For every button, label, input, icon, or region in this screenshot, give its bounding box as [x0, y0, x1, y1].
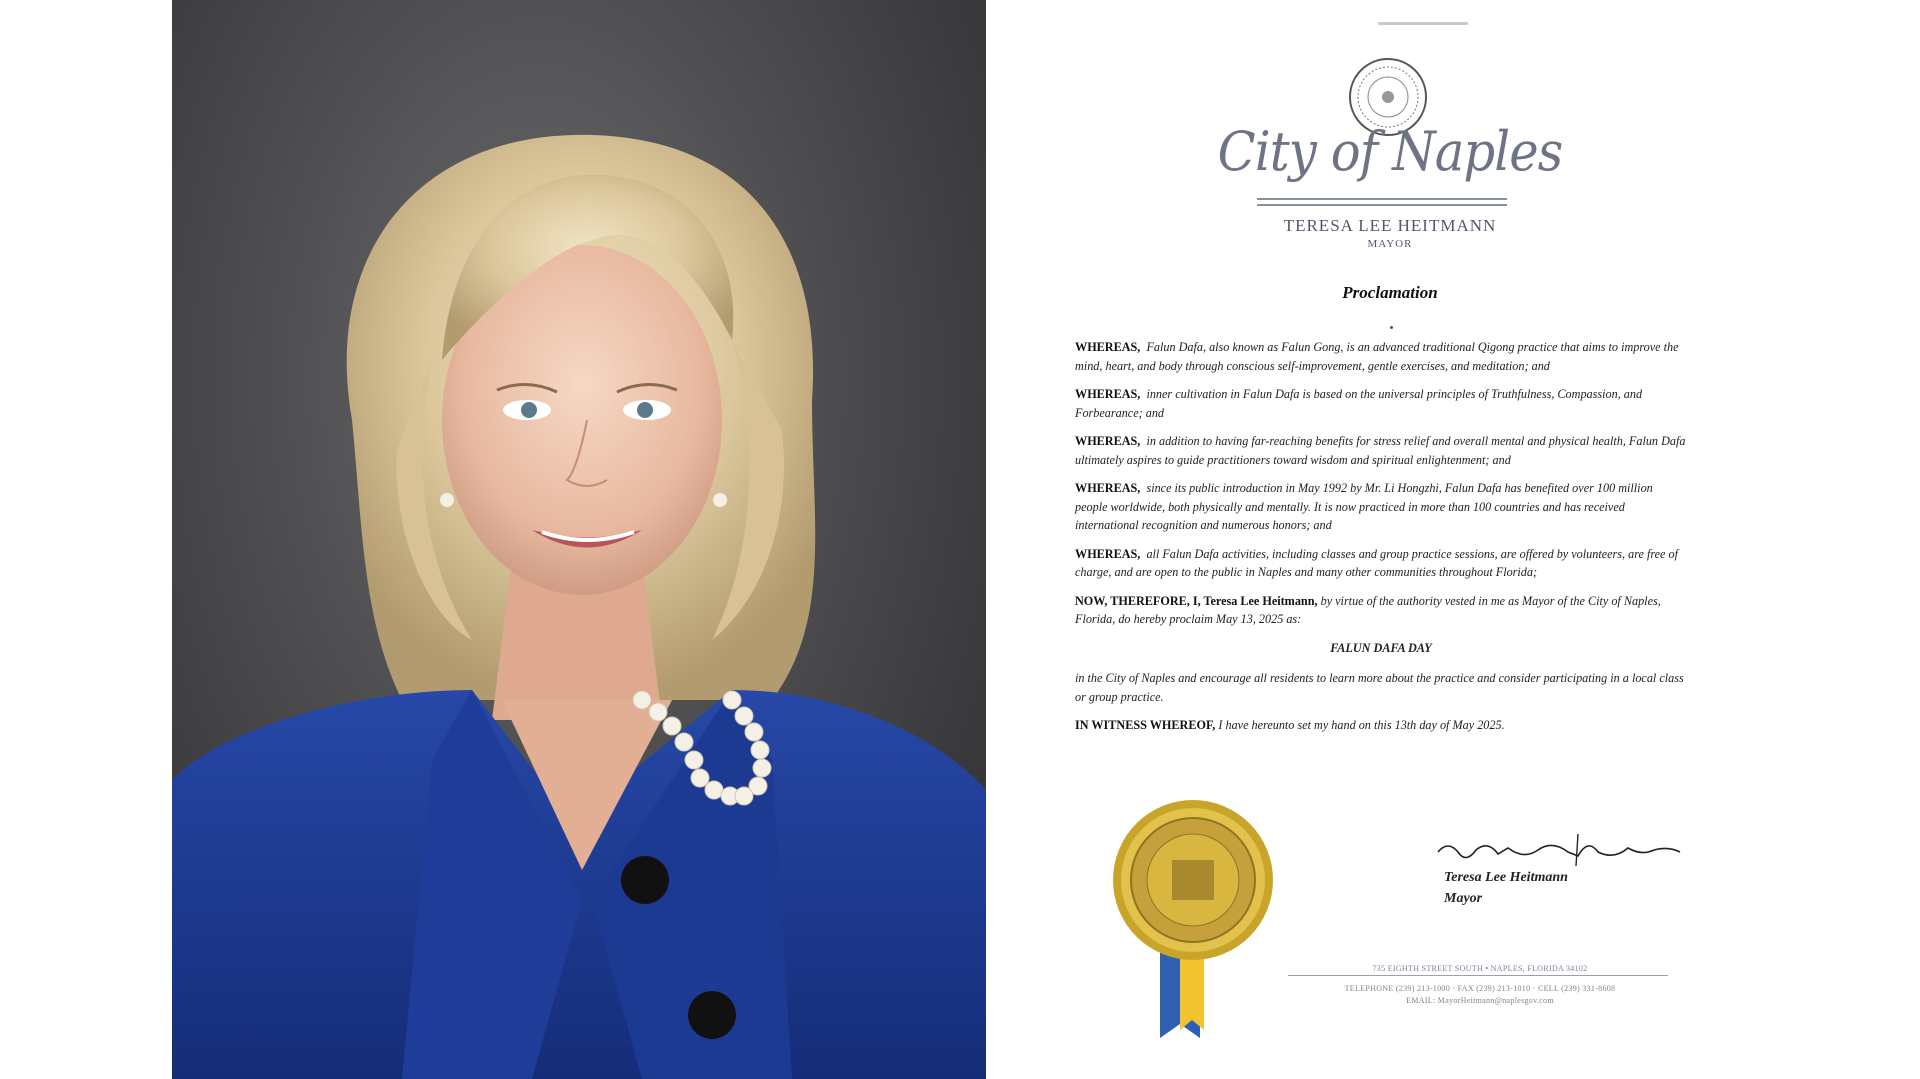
encourage-paragraph — [1075, 669, 1687, 706]
therefore-paragraph — [1075, 592, 1687, 629]
paragraph-text: since its public introduction in May 1992 by Mr. Li Hongzhi, Falun Dafa has benefited over 100 million people worldwide, both physically and mentally. It is now practiced in more than 100 countries and has received international recognition and numerous honors; and — [1075, 481, 1653, 532]
proclamation-body — [1075, 338, 1687, 745]
paragraph-text: by virtue of the authority vested in me as Mayor of the City of Naples, Florida, do hereby proclaim May 13, 2025 as: — [1075, 593, 1661, 626]
whereas-paragraph — [1075, 338, 1687, 375]
letterhead-rule — [1257, 198, 1507, 200]
whereas-paragraph — [1075, 385, 1687, 422]
document-top-line — [1378, 22, 1468, 25]
footer-phone: TELEPHONE (239) 213-1000 · FAX (239) 213-1010 · CELL (239) 331-8608 — [1344, 984, 1616, 993]
gold-seal-icon — [1108, 798, 1278, 1048]
mayor-name-header: TERESA LEE HEITMANN — [1283, 216, 1497, 235]
portrait-illustration — [172, 0, 986, 1079]
whereas-paragraph — [1075, 479, 1687, 535]
paragraph-text: all Falun Dafa activities, including classes and group practice sessions, are offered by volunteers, are free of charge, and are open to the public in Naples and many other communities throughout Florida; — [1075, 546, 1678, 579]
footer-email: EMAIL: MayorHeitmann@naplesgov.com — [1406, 996, 1554, 1005]
whereas-label: WHEREAS, — [1075, 340, 1141, 354]
mayor-title-header: MAYOR — [1367, 238, 1413, 250]
paragraph-text: Falun Dafa, also known as Falun Gong, is an advanced traditional Qigong practice that aims to improve the mind, heart, and body through conscious self-improvement, gentle exercises, and meditation; and — [1075, 340, 1679, 373]
signer-title: Mayor — [1444, 891, 1483, 906]
paragraph-text: in the City of Naples and encourage all residents to learn more about the practice and consider participating in a local class or group practice. — [1075, 671, 1684, 704]
whereas-paragraph — [1075, 432, 1687, 469]
footer-address: 735 EIGHTH STREET SOUTH • NAPLES, FLORIDA 34102 — [1372, 964, 1588, 973]
day-title: FALUN DAFA DAY — [1330, 640, 1432, 655]
proclamation-heading: Proclamation — [1342, 283, 1438, 302]
letterhead-rule — [1257, 204, 1507, 206]
whereas-label: WHEREAS, — [1075, 481, 1141, 495]
signer-name: Teresa Lee Heitmann — [1444, 870, 1568, 885]
paragraph-text: inner cultivation in Falun Dafa is based on the universal principles of Truthfulness, Compassion, and Forbearance; and — [1075, 387, 1643, 420]
mayor-portrait-photo — [172, 0, 986, 1079]
city-name-letterhead: City of Naples — [1217, 120, 1563, 183]
whereas-label: WHEREAS, — [1075, 434, 1141, 448]
proclamation-document — [1040, 0, 1740, 1079]
witness-paragraph — [1075, 716, 1687, 735]
therefore-label: NOW, THEREFORE, I, Teresa Lee Heitmann, — [1075, 593, 1318, 608]
whereas-label: WHEREAS, — [1075, 546, 1141, 561]
divider-dot — [1390, 326, 1393, 329]
whereas-label: WHEREAS, — [1075, 387, 1141, 401]
paragraph-text: in addition to having far-reaching benefits for stress relief and overall mental and physical health, Falun Dafa ultimately aspires to guide practitioners toward wisdom and spiritual enlightenment; and — [1075, 434, 1686, 467]
paragraph-text: I have hereunto set my hand on this 13th day of May 2025. — [1218, 718, 1505, 732]
whereas-paragraph — [1075, 545, 1687, 582]
footer-rule — [1288, 975, 1668, 976]
witness-label: IN WITNESS WHEREOF, — [1075, 718, 1216, 732]
